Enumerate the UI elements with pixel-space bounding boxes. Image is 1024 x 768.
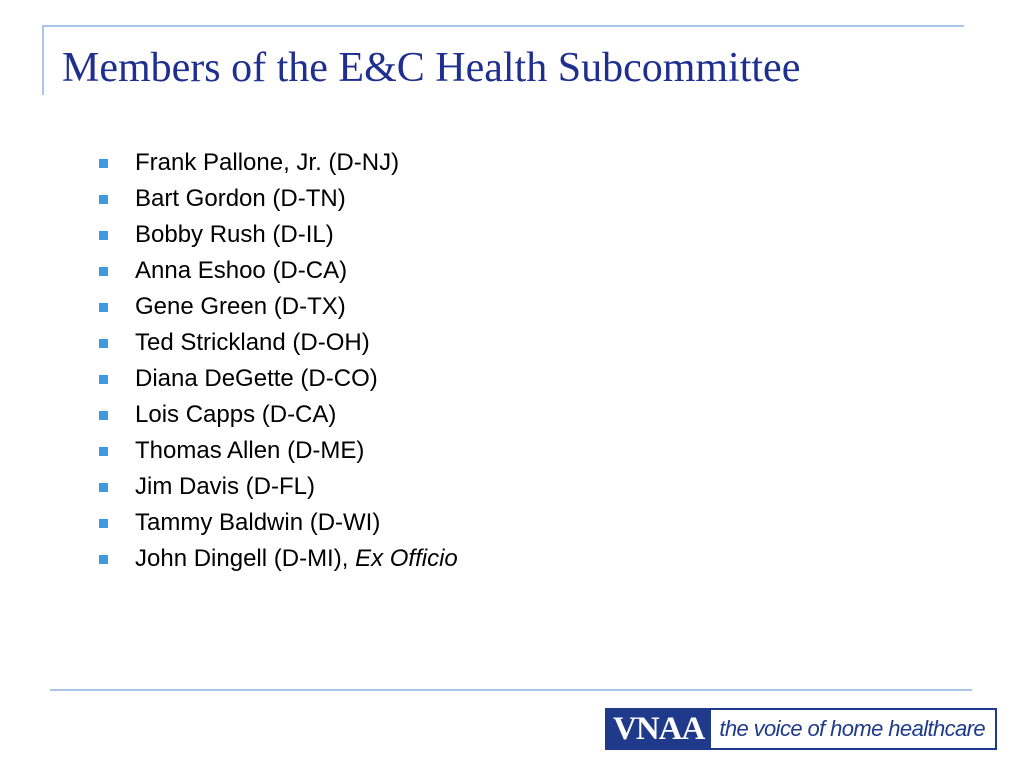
member-name: Tammy Baldwin (D-WI) [135,509,381,536]
member-name: Bobby Rush (D-IL) [135,221,334,248]
list-item [96,361,458,397]
square-bullet-icon [99,483,108,492]
member-name: Lois Capps (D-CA) [135,401,337,428]
square-bullet-icon [99,519,108,528]
member-name: Anna Eshoo (D-CA) [135,257,348,284]
square-bullet-icon [99,303,108,312]
list-item [96,217,458,253]
logo-tagline: the voice of home healthcare [719,716,986,741]
list-item [96,253,458,289]
member-name: Jim Davis (D-FL) [135,473,315,500]
square-bullet-icon [99,159,108,168]
list-item-ex-officio [96,541,458,577]
ex-officio-label: Ex Officio [355,545,458,572]
list-item [96,325,458,361]
title-frame-top-line [43,25,964,27]
member-name: Ted Strickland (D-OH) [135,329,370,356]
square-bullet-icon [99,339,108,348]
list-item [96,181,458,217]
member-list [96,145,458,577]
slide-title: Members of the E&C Health Subcommittee [62,45,801,91]
list-item [96,397,458,433]
list-item [96,433,458,469]
member-name: Frank Pallone, Jr. (D-NJ) [135,149,400,176]
footer-divider [50,689,972,691]
title-frame-left-line [42,25,44,95]
square-bullet-icon [99,555,108,564]
square-bullet-icon [99,375,108,384]
square-bullet-icon [99,447,108,456]
member-name: John Dingell (D-MI), [135,545,356,572]
member-name: Thomas Allen (D-ME) [135,437,365,464]
square-bullet-icon [99,195,108,204]
member-name: Gene Green (D-TX) [135,293,346,320]
member-name: Bart Gordon (D-TN) [135,185,346,212]
list-item [96,505,458,541]
list-item [96,145,458,181]
member-name: Diana DeGette (D-CO) [135,365,378,392]
square-bullet-icon [99,411,108,420]
list-item [96,469,458,505]
square-bullet-icon [99,267,108,276]
vnaa-logo [605,708,997,750]
list-item [96,289,458,325]
logo-mark: VNAA [607,710,711,748]
square-bullet-icon [99,231,108,240]
